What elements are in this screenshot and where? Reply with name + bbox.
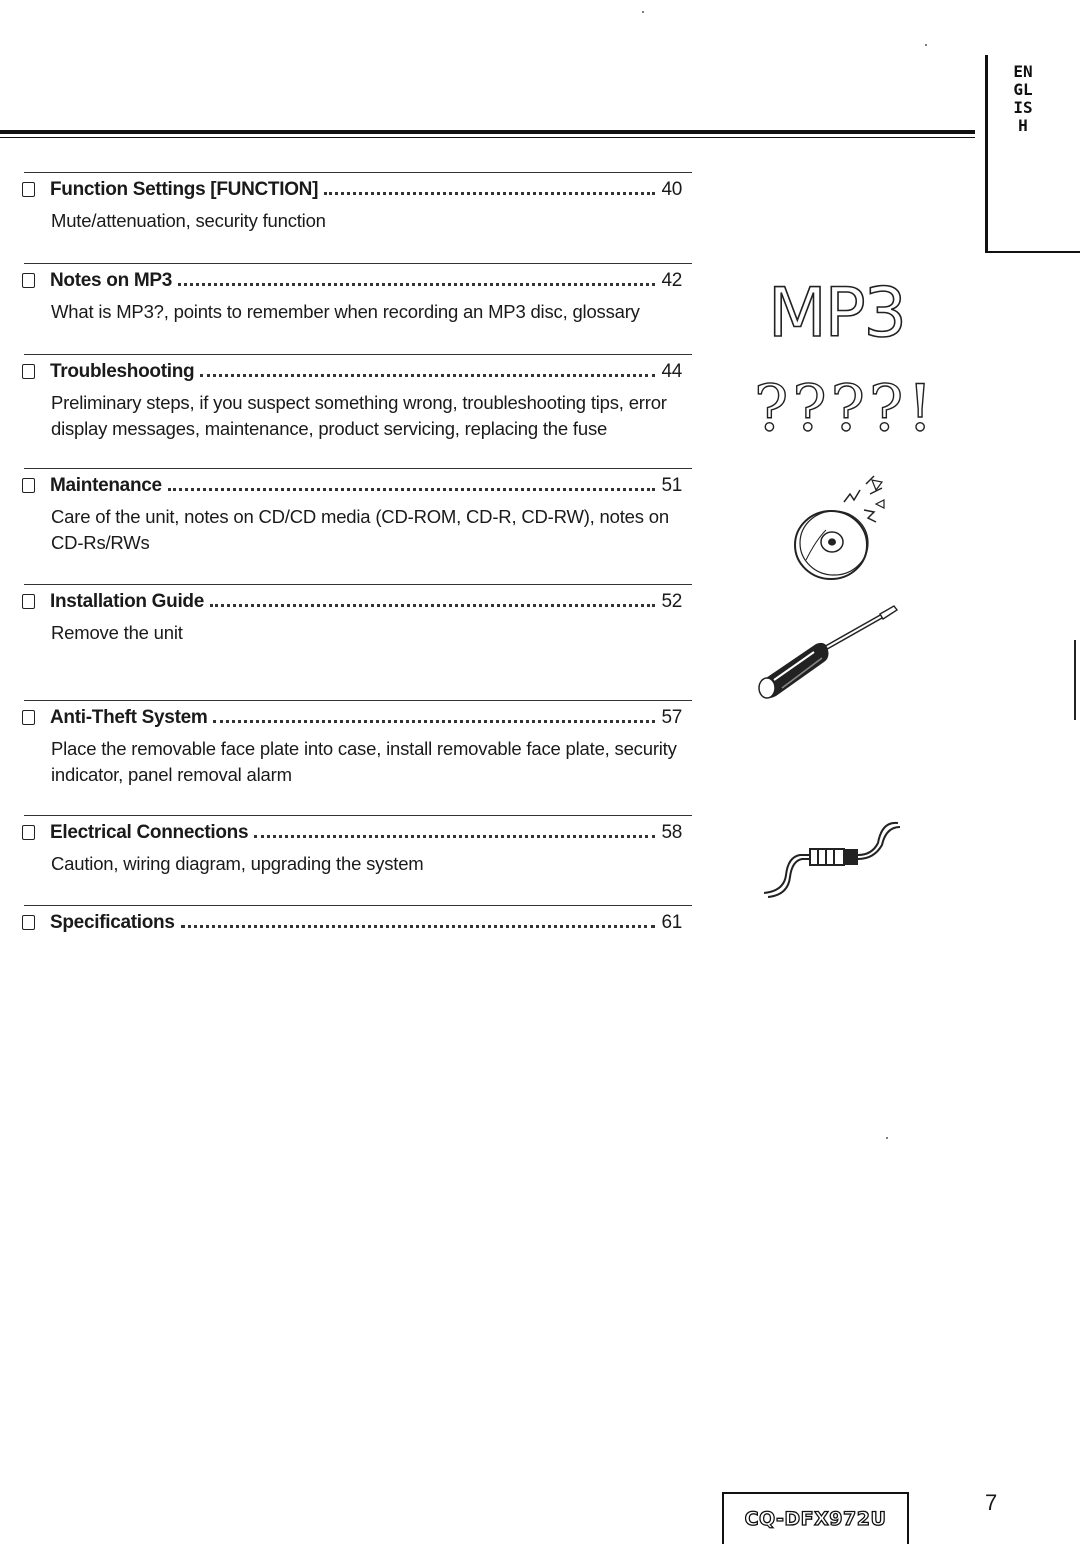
toc-entry-page: 61 (661, 912, 682, 933)
dot-leader (168, 488, 656, 491)
cd-disc-icon (786, 470, 906, 585)
page-number: 7 (985, 1490, 998, 1515)
checkbox-icon (22, 915, 35, 930)
toc-entry-page: 58 (661, 822, 682, 843)
checkbox-icon (22, 478, 35, 493)
entry-rule (24, 815, 692, 816)
checkbox-icon (22, 364, 35, 379)
language-tab-label: ENGLISH (1013, 62, 1033, 135)
mp3-logo-text: MP3 (768, 274, 905, 350)
toc-entry-title: Notes on MP3 (50, 270, 173, 291)
toc-entry-title: Electrical Connections (50, 822, 249, 843)
dot-leader (200, 374, 655, 377)
toc-entry-heading[interactable] (22, 822, 682, 846)
toc-entry-heading[interactable] (22, 591, 682, 615)
toc-entry-heading[interactable] (22, 707, 682, 731)
toc-entry-description: Care of the unit, notes on CD/CD media (CD-ROM, CD-R, CD-RW), notes on CD-Rs/RWs (51, 506, 669, 553)
toc-entry-page: 44 (661, 361, 682, 382)
scan-speck (886, 1137, 888, 1139)
toc-entry-heading[interactable] (22, 475, 682, 499)
dot-leader (254, 835, 655, 838)
header-rule-thin (0, 137, 975, 138)
entry-rule (24, 700, 692, 701)
toc-entry-description: Place the removable face plate into case, install removable face plate, security indicator, panel removal alarm (51, 738, 677, 785)
mp3-logo-illustration (760, 270, 920, 350)
entry-rule (24, 468, 692, 469)
entry-rule (24, 905, 692, 906)
checkbox-icon (22, 182, 35, 197)
toc-entry-heading[interactable] (22, 270, 682, 294)
toc-entry-title: Specifications (50, 912, 175, 933)
toc-entry-description: Caution, wiring diagram, upgrading the system (51, 853, 424, 874)
toc-entry-page: 42 (661, 270, 682, 291)
toc-entry-title: Installation Guide (50, 591, 205, 612)
entry-rule (24, 584, 692, 585)
toc-entry-title: Maintenance (50, 475, 162, 496)
checkbox-icon (22, 710, 35, 725)
model-number: CQ-DFX972U (744, 1508, 887, 1530)
checkbox-icon (22, 594, 35, 609)
entry-rule (24, 172, 692, 173)
toc-entry-description: Remove the unit (51, 622, 183, 643)
wire-connector-icon (760, 815, 910, 905)
toc-entry-page: 57 (661, 707, 682, 728)
checkbox-icon (22, 825, 35, 840)
question-marks-text: ????! (754, 372, 937, 446)
dot-leader (181, 925, 656, 928)
dot-leader (210, 604, 655, 607)
checkbox-icon (22, 273, 35, 288)
toc-entry-description: Mute/attenuation, security function (51, 210, 326, 231)
scan-speck (642, 11, 644, 13)
screwdriver-icon (752, 598, 912, 708)
toc-entry-title: Function Settings [FUNCTION] (50, 179, 319, 200)
question-marks-illustration (750, 368, 950, 458)
toc-entry-heading[interactable] (22, 361, 682, 385)
header-rule (0, 130, 975, 134)
model-number-box (722, 1492, 909, 1544)
dot-leader (213, 720, 655, 723)
dot-leader (324, 192, 655, 195)
toc-entry-heading[interactable] (22, 179, 682, 203)
page-edge-mark (1074, 640, 1076, 720)
toc-entry-page: 40 (661, 179, 682, 200)
toc-entry-heading[interactable] (22, 912, 682, 936)
toc-entry-page: 52 (661, 591, 682, 612)
toc-entry-description: What is MP3?, points to remember when recording an MP3 disc, glossary (51, 301, 640, 322)
toc-entry-page: 51 (661, 475, 682, 496)
toc-entry-description: Preliminary steps, if you suspect something wrong, troubleshooting tips, error display messages, maintenance, product servicing, replacing the fuse (51, 392, 667, 439)
entry-rule (24, 354, 692, 355)
toc-entry-title: Troubleshooting (50, 361, 195, 382)
dot-leader (178, 283, 655, 286)
scan-speck (925, 44, 927, 46)
toc-entry-title: Anti-Theft System (50, 707, 208, 728)
entry-rule (24, 263, 692, 264)
language-tab (985, 55, 1080, 253)
